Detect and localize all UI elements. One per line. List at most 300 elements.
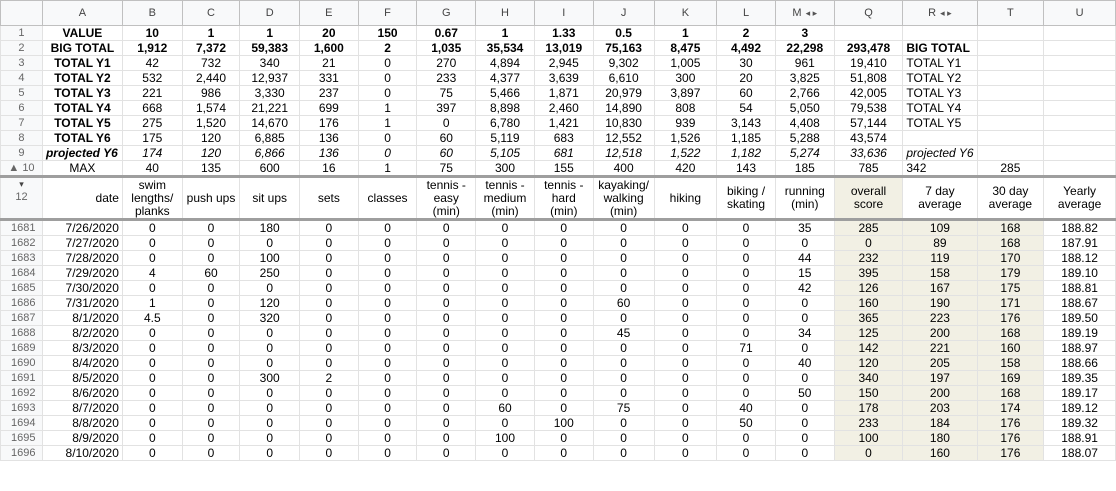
- cell[interactable]: 75: [593, 401, 654, 416]
- cell[interactable]: 12,552: [593, 131, 654, 146]
- cell[interactable]: 221: [122, 86, 182, 101]
- cell[interactable]: 0: [654, 311, 717, 326]
- cell[interactable]: 1: [476, 26, 535, 41]
- column-header-M[interactable]: M ◂ ▸: [775, 1, 834, 26]
- cell[interactable]: VALUE: [42, 26, 122, 41]
- cell[interactable]: 0: [358, 401, 417, 416]
- cell[interactable]: 15: [775, 266, 834, 281]
- cell[interactable]: 0: [240, 326, 300, 341]
- cell[interactable]: 1: [122, 296, 182, 311]
- cell[interactable]: 1,871: [534, 86, 593, 101]
- cell[interactable]: 0: [300, 416, 359, 431]
- column-header-L[interactable]: L: [717, 1, 776, 26]
- column-title[interactable]: kayaking/ walking (min): [593, 177, 654, 220]
- cell[interactable]: 1,182: [717, 146, 776, 161]
- cell[interactable]: 250: [240, 266, 300, 281]
- cell[interactable]: 0: [717, 326, 776, 341]
- cell[interactable]: 0: [182, 311, 240, 326]
- cell[interactable]: 125: [834, 326, 903, 341]
- cell[interactable]: 0: [775, 236, 834, 251]
- cell[interactable]: 176: [300, 116, 359, 131]
- cell[interactable]: 0: [654, 356, 717, 371]
- cell[interactable]: 175: [977, 281, 1044, 296]
- column-group-arrows-icon[interactable]: ◂ ▸: [940, 8, 952, 18]
- cell[interactable]: 0: [122, 431, 182, 446]
- cell[interactable]: 233: [834, 416, 903, 431]
- cell[interactable]: [1044, 146, 1116, 161]
- cell[interactable]: 0: [534, 236, 593, 251]
- cell[interactable]: 1,005: [654, 56, 717, 71]
- cell[interactable]: 0: [654, 281, 717, 296]
- cell[interactable]: [977, 101, 1044, 116]
- column-header-B[interactable]: B: [122, 1, 182, 26]
- cell[interactable]: 0: [593, 371, 654, 386]
- cell[interactable]: [977, 131, 1044, 146]
- cell[interactable]: 0: [476, 386, 535, 401]
- cell[interactable]: 0: [300, 311, 359, 326]
- cell[interactable]: 0: [182, 446, 240, 461]
- cell[interactable]: 1,600: [300, 41, 359, 56]
- cell[interactable]: 1,520: [182, 116, 240, 131]
- cell[interactable]: 0: [122, 236, 182, 251]
- cell[interactable]: 0: [534, 220, 593, 236]
- cell[interactable]: TOTAL Y1: [903, 56, 977, 71]
- cell[interactable]: 8/2/2020: [42, 326, 122, 341]
- cell[interactable]: 4.5: [122, 311, 182, 326]
- cell[interactable]: 0: [476, 371, 535, 386]
- cell[interactable]: 9,302: [593, 56, 654, 71]
- cell[interactable]: 170: [977, 251, 1044, 266]
- cell[interactable]: 0: [240, 431, 300, 446]
- cell[interactable]: 0: [417, 401, 476, 416]
- cell[interactable]: 0: [240, 341, 300, 356]
- cell[interactable]: 2,766: [775, 86, 834, 101]
- cell[interactable]: 0: [122, 220, 182, 236]
- cell[interactable]: 0: [534, 266, 593, 281]
- cell[interactable]: 168: [977, 236, 1044, 251]
- cell[interactable]: 2: [300, 371, 359, 386]
- cell[interactable]: 3,825: [775, 71, 834, 86]
- cell[interactable]: 10: [122, 26, 182, 41]
- cell[interactable]: 189.17: [1044, 386, 1116, 401]
- cell[interactable]: 232: [834, 251, 903, 266]
- cell[interactable]: 0: [775, 416, 834, 431]
- cell[interactable]: 0: [534, 341, 593, 356]
- cell[interactable]: 0: [358, 341, 417, 356]
- cell[interactable]: 7/26/2020: [42, 220, 122, 236]
- row-header[interactable]: ▲ 10: [1, 161, 43, 177]
- cell[interactable]: 0: [358, 446, 417, 461]
- cell[interactable]: 0: [476, 266, 535, 281]
- cell[interactable]: 168: [977, 220, 1044, 236]
- cell[interactable]: 16: [300, 161, 359, 177]
- cell[interactable]: 8/7/2020: [42, 401, 122, 416]
- cell[interactable]: 0: [717, 386, 776, 401]
- column-header-K[interactable]: K: [654, 1, 717, 26]
- cell[interactable]: 0: [593, 236, 654, 251]
- cell[interactable]: [1044, 41, 1116, 56]
- cell[interactable]: 8/8/2020: [42, 416, 122, 431]
- row-header[interactable]: 5: [1, 86, 43, 101]
- cell[interactable]: 0: [654, 236, 717, 251]
- cell[interactable]: 4,377: [476, 71, 535, 86]
- cell[interactable]: 120: [182, 146, 240, 161]
- cell[interactable]: TOTAL Y3: [903, 86, 977, 101]
- cell[interactable]: 0: [654, 401, 717, 416]
- cell[interactable]: 20: [717, 71, 776, 86]
- cell[interactable]: 189.19: [1044, 326, 1116, 341]
- cell[interactable]: 0: [182, 386, 240, 401]
- cell[interactable]: 0: [775, 371, 834, 386]
- column-header-E[interactable]: E: [300, 1, 359, 26]
- cell[interactable]: 0: [358, 371, 417, 386]
- cell[interactable]: TOTAL Y2: [903, 71, 977, 86]
- column-header-Q[interactable]: Q: [834, 1, 903, 26]
- cell[interactable]: 4: [122, 266, 182, 281]
- cell[interactable]: 0: [417, 386, 476, 401]
- column-title[interactable]: running (min): [775, 177, 834, 220]
- cell[interactable]: 0: [182, 220, 240, 236]
- cell[interactable]: 0: [300, 446, 359, 461]
- cell[interactable]: 0: [476, 220, 535, 236]
- cell[interactable]: 35,534: [476, 41, 535, 56]
- cell[interactable]: 0: [476, 281, 535, 296]
- row-header[interactable]: 4: [1, 71, 43, 86]
- cell[interactable]: 0: [834, 446, 903, 461]
- cell[interactable]: 0: [300, 386, 359, 401]
- cell[interactable]: 285: [834, 220, 903, 236]
- cell[interactable]: 6,610: [593, 71, 654, 86]
- cell[interactable]: TOTAL Y5: [903, 116, 977, 131]
- column-header-I[interactable]: I: [534, 1, 593, 26]
- cell[interactable]: 0: [358, 56, 417, 71]
- cell[interactable]: [903, 26, 977, 41]
- cell[interactable]: 0: [358, 86, 417, 101]
- cell[interactable]: 169: [977, 371, 1044, 386]
- cell[interactable]: 158: [977, 356, 1044, 371]
- row-header[interactable]: 1695: [1, 431, 43, 446]
- cell[interactable]: projected Y6: [42, 146, 122, 161]
- cell[interactable]: 0: [534, 296, 593, 311]
- cell[interactable]: 1: [654, 26, 717, 41]
- cell[interactable]: 20: [300, 26, 359, 41]
- cell[interactable]: 0: [182, 356, 240, 371]
- cell[interactable]: 0: [358, 326, 417, 341]
- cell[interactable]: [977, 26, 1044, 41]
- cell[interactable]: 0: [476, 341, 535, 356]
- cell[interactable]: 8/4/2020: [42, 356, 122, 371]
- cell[interactable]: 420: [654, 161, 717, 177]
- cell[interactable]: 75: [417, 86, 476, 101]
- cell[interactable]: 59,383: [240, 41, 300, 56]
- cell[interactable]: 167: [903, 281, 977, 296]
- column-header-F[interactable]: F: [358, 1, 417, 26]
- cell[interactable]: 0: [358, 281, 417, 296]
- cell[interactable]: 3,897: [654, 86, 717, 101]
- cell[interactable]: 44: [775, 251, 834, 266]
- cell[interactable]: 4,894: [476, 56, 535, 71]
- cell[interactable]: TOTAL Y2: [42, 71, 122, 86]
- cell[interactable]: 0: [358, 416, 417, 431]
- cell[interactable]: 5,274: [775, 146, 834, 161]
- cell[interactable]: 0: [654, 446, 717, 461]
- column-title[interactable]: tennis - hard (min): [534, 177, 593, 220]
- cell[interactable]: 0: [417, 416, 476, 431]
- cell[interactable]: 100: [240, 251, 300, 266]
- cell[interactable]: 0: [358, 266, 417, 281]
- cell[interactable]: 184: [903, 416, 977, 431]
- cell[interactable]: [977, 71, 1044, 86]
- cell[interactable]: 0: [122, 446, 182, 461]
- cell[interactable]: [977, 116, 1044, 131]
- cell[interactable]: 0: [300, 266, 359, 281]
- cell[interactable]: 174: [977, 401, 1044, 416]
- row-header[interactable]: 1687: [1, 311, 43, 326]
- cell[interactable]: 100: [834, 431, 903, 446]
- cell[interactable]: 0: [240, 401, 300, 416]
- cell[interactable]: 0: [534, 446, 593, 461]
- cell[interactable]: 7/28/2020: [42, 251, 122, 266]
- cell[interactable]: 1,035: [417, 41, 476, 56]
- cell[interactable]: 2,460: [534, 101, 593, 116]
- cell[interactable]: 0: [358, 220, 417, 236]
- cell[interactable]: 340: [834, 371, 903, 386]
- cell[interactable]: 176: [977, 431, 1044, 446]
- cell[interactable]: 189.12: [1044, 401, 1116, 416]
- cell[interactable]: 12,518: [593, 146, 654, 161]
- cell[interactable]: 0: [300, 281, 359, 296]
- row-header[interactable]: 1694: [1, 416, 43, 431]
- cell[interactable]: 342: [903, 161, 977, 177]
- column-title[interactable]: biking / skating: [717, 177, 776, 220]
- cell[interactable]: 0: [358, 251, 417, 266]
- cell[interactable]: 0: [654, 386, 717, 401]
- cell[interactable]: 158: [903, 266, 977, 281]
- cell[interactable]: 13,019: [534, 41, 593, 56]
- cell[interactable]: 60: [182, 266, 240, 281]
- column-title[interactable]: sit ups: [240, 177, 300, 220]
- cell[interactable]: 1,185: [717, 131, 776, 146]
- cell[interactable]: 223: [903, 311, 977, 326]
- cell[interactable]: 0: [182, 401, 240, 416]
- cell[interactable]: TOTAL Y5: [42, 116, 122, 131]
- cell[interactable]: 188.66: [1044, 356, 1116, 371]
- cell[interactable]: 174: [122, 146, 182, 161]
- cell[interactable]: 1,912: [122, 41, 182, 56]
- cell[interactable]: 60: [593, 296, 654, 311]
- cell[interactable]: 188.81: [1044, 281, 1116, 296]
- cell[interactable]: 21,221: [240, 101, 300, 116]
- select-all-corner[interactable]: [1, 1, 43, 26]
- cell[interactable]: 8/5/2020: [42, 371, 122, 386]
- cell[interactable]: 0: [240, 446, 300, 461]
- cell[interactable]: 0: [717, 220, 776, 236]
- cell[interactable]: 143: [717, 161, 776, 177]
- cell[interactable]: 0: [300, 251, 359, 266]
- cell[interactable]: 0: [300, 296, 359, 311]
- cell[interactable]: 33,636: [834, 146, 903, 161]
- cell[interactable]: 0: [654, 416, 717, 431]
- cell[interactable]: 0: [417, 311, 476, 326]
- cell[interactable]: 189.32: [1044, 416, 1116, 431]
- cell[interactable]: 0: [476, 416, 535, 431]
- row-header[interactable]: 1: [1, 26, 43, 41]
- cell[interactable]: 0: [654, 431, 717, 446]
- cell[interactable]: 1,522: [654, 146, 717, 161]
- cell[interactable]: 42,005: [834, 86, 903, 101]
- cell[interactable]: 20,979: [593, 86, 654, 101]
- cell[interactable]: 5,105: [476, 146, 535, 161]
- cell[interactable]: 0: [534, 281, 593, 296]
- cell[interactable]: 0: [534, 356, 593, 371]
- cell[interactable]: 0: [417, 431, 476, 446]
- cell[interactable]: 233: [417, 71, 476, 86]
- cell[interactable]: 1: [182, 26, 240, 41]
- cell[interactable]: 0: [476, 446, 535, 461]
- cell[interactable]: [977, 146, 1044, 161]
- cell[interactable]: 180: [240, 220, 300, 236]
- cell[interactable]: 0: [717, 281, 776, 296]
- cell[interactable]: [1044, 56, 1116, 71]
- cell[interactable]: TOTAL Y6: [42, 131, 122, 146]
- cell[interactable]: 43,574: [834, 131, 903, 146]
- cell[interactable]: [1044, 131, 1116, 146]
- column-title[interactable]: classes: [358, 177, 417, 220]
- cell[interactable]: 0: [358, 236, 417, 251]
- cell[interactable]: 21: [300, 56, 359, 71]
- cell[interactable]: 0: [476, 251, 535, 266]
- cell[interactable]: 8/3/2020: [42, 341, 122, 356]
- cell[interactable]: 0: [476, 356, 535, 371]
- cell[interactable]: 7/29/2020: [42, 266, 122, 281]
- cell[interactable]: 293,478: [834, 41, 903, 56]
- cell[interactable]: 285: [977, 161, 1044, 177]
- cell[interactable]: MAX: [42, 161, 122, 177]
- cell[interactable]: 0: [417, 446, 476, 461]
- cell[interactable]: 0: [300, 356, 359, 371]
- cell[interactable]: 57,144: [834, 116, 903, 131]
- cell[interactable]: 300: [476, 161, 535, 177]
- cell[interactable]: 0: [122, 416, 182, 431]
- cell[interactable]: 50: [717, 416, 776, 431]
- cell[interactable]: 0: [358, 386, 417, 401]
- cell[interactable]: 600: [240, 161, 300, 177]
- cell[interactable]: 3,330: [240, 86, 300, 101]
- column-title[interactable]: overall score: [834, 177, 903, 220]
- cell[interactable]: 0: [240, 356, 300, 371]
- cell[interactable]: 0: [122, 356, 182, 371]
- cell[interactable]: 190: [903, 296, 977, 311]
- cell[interactable]: 0: [775, 431, 834, 446]
- cell[interactable]: 683: [534, 131, 593, 146]
- cell[interactable]: TOTAL Y4: [42, 101, 122, 116]
- cell[interactable]: 0: [476, 326, 535, 341]
- cell[interactable]: 0: [775, 311, 834, 326]
- cell[interactable]: 0: [300, 341, 359, 356]
- row-header[interactable]: 1684: [1, 266, 43, 281]
- cell[interactable]: 40: [122, 161, 182, 177]
- cell[interactable]: 0: [476, 296, 535, 311]
- cell[interactable]: 175: [122, 131, 182, 146]
- cell[interactable]: 0: [534, 401, 593, 416]
- cell[interactable]: 5,119: [476, 131, 535, 146]
- cell[interactable]: 6,866: [240, 146, 300, 161]
- cell[interactable]: 0: [775, 341, 834, 356]
- column-title[interactable]: tennis - medium (min): [476, 177, 535, 220]
- cell[interactable]: 397: [417, 101, 476, 116]
- cell[interactable]: 155: [534, 161, 593, 177]
- column-title[interactable]: date: [42, 177, 122, 220]
- cell[interactable]: 0: [122, 401, 182, 416]
- cell[interactable]: 0: [122, 371, 182, 386]
- row-header[interactable]: 7: [1, 116, 43, 131]
- cell[interactable]: 171: [977, 296, 1044, 311]
- cell[interactable]: 0: [775, 401, 834, 416]
- cell[interactable]: 0: [300, 401, 359, 416]
- cell[interactable]: [977, 56, 1044, 71]
- cell[interactable]: 71: [717, 341, 776, 356]
- cell[interactable]: 126: [834, 281, 903, 296]
- cell[interactable]: 7/31/2020: [42, 296, 122, 311]
- cell[interactable]: 0: [654, 326, 717, 341]
- cell[interactable]: 8/9/2020: [42, 431, 122, 446]
- cell[interactable]: 0: [182, 236, 240, 251]
- cell[interactable]: 180: [903, 431, 977, 446]
- cell[interactable]: 150: [834, 386, 903, 401]
- cell[interactable]: 100: [476, 431, 535, 446]
- cell[interactable]: 7/30/2020: [42, 281, 122, 296]
- column-header-U[interactable]: U: [1044, 1, 1116, 26]
- cell[interactable]: 75,163: [593, 41, 654, 56]
- row-header[interactable]: 6: [1, 101, 43, 116]
- cell[interactable]: 176: [977, 446, 1044, 461]
- cell[interactable]: 0: [417, 236, 476, 251]
- cell[interactable]: 1: [358, 101, 417, 116]
- cell[interactable]: 0: [593, 446, 654, 461]
- column-header-R[interactable]: R ◂ ▸: [903, 1, 977, 26]
- cell[interactable]: 699: [300, 101, 359, 116]
- column-header-G[interactable]: G: [417, 1, 476, 26]
- cell[interactable]: 8/1/2020: [42, 311, 122, 326]
- row-header[interactable]: 1688: [1, 326, 43, 341]
- cell[interactable]: 0: [182, 341, 240, 356]
- column-title[interactable]: 30 day average: [977, 177, 1044, 220]
- cell[interactable]: 0: [240, 416, 300, 431]
- cell[interactable]: 136: [300, 146, 359, 161]
- cell[interactable]: 0: [717, 236, 776, 251]
- cell[interactable]: 187.91: [1044, 236, 1116, 251]
- cell[interactable]: 160: [834, 296, 903, 311]
- cell[interactable]: 100: [534, 416, 593, 431]
- cell[interactable]: 0: [593, 220, 654, 236]
- cell[interactable]: 270: [417, 56, 476, 71]
- column-title[interactable]: hiking: [654, 177, 717, 220]
- cell[interactable]: 109: [903, 220, 977, 236]
- cell[interactable]: 7/27/2020: [42, 236, 122, 251]
- cell[interactable]: 4,408: [775, 116, 834, 131]
- cell[interactable]: [1044, 26, 1116, 41]
- cell[interactable]: 160: [903, 446, 977, 461]
- cell[interactable]: 320: [240, 311, 300, 326]
- cell[interactable]: 0: [593, 251, 654, 266]
- cell[interactable]: 0: [417, 326, 476, 341]
- cell[interactable]: 200: [903, 326, 977, 341]
- cell[interactable]: 22,298: [775, 41, 834, 56]
- cell[interactable]: 0: [534, 386, 593, 401]
- cell[interactable]: 2: [358, 41, 417, 56]
- cell[interactable]: 60: [417, 146, 476, 161]
- cell[interactable]: 188.07: [1044, 446, 1116, 461]
